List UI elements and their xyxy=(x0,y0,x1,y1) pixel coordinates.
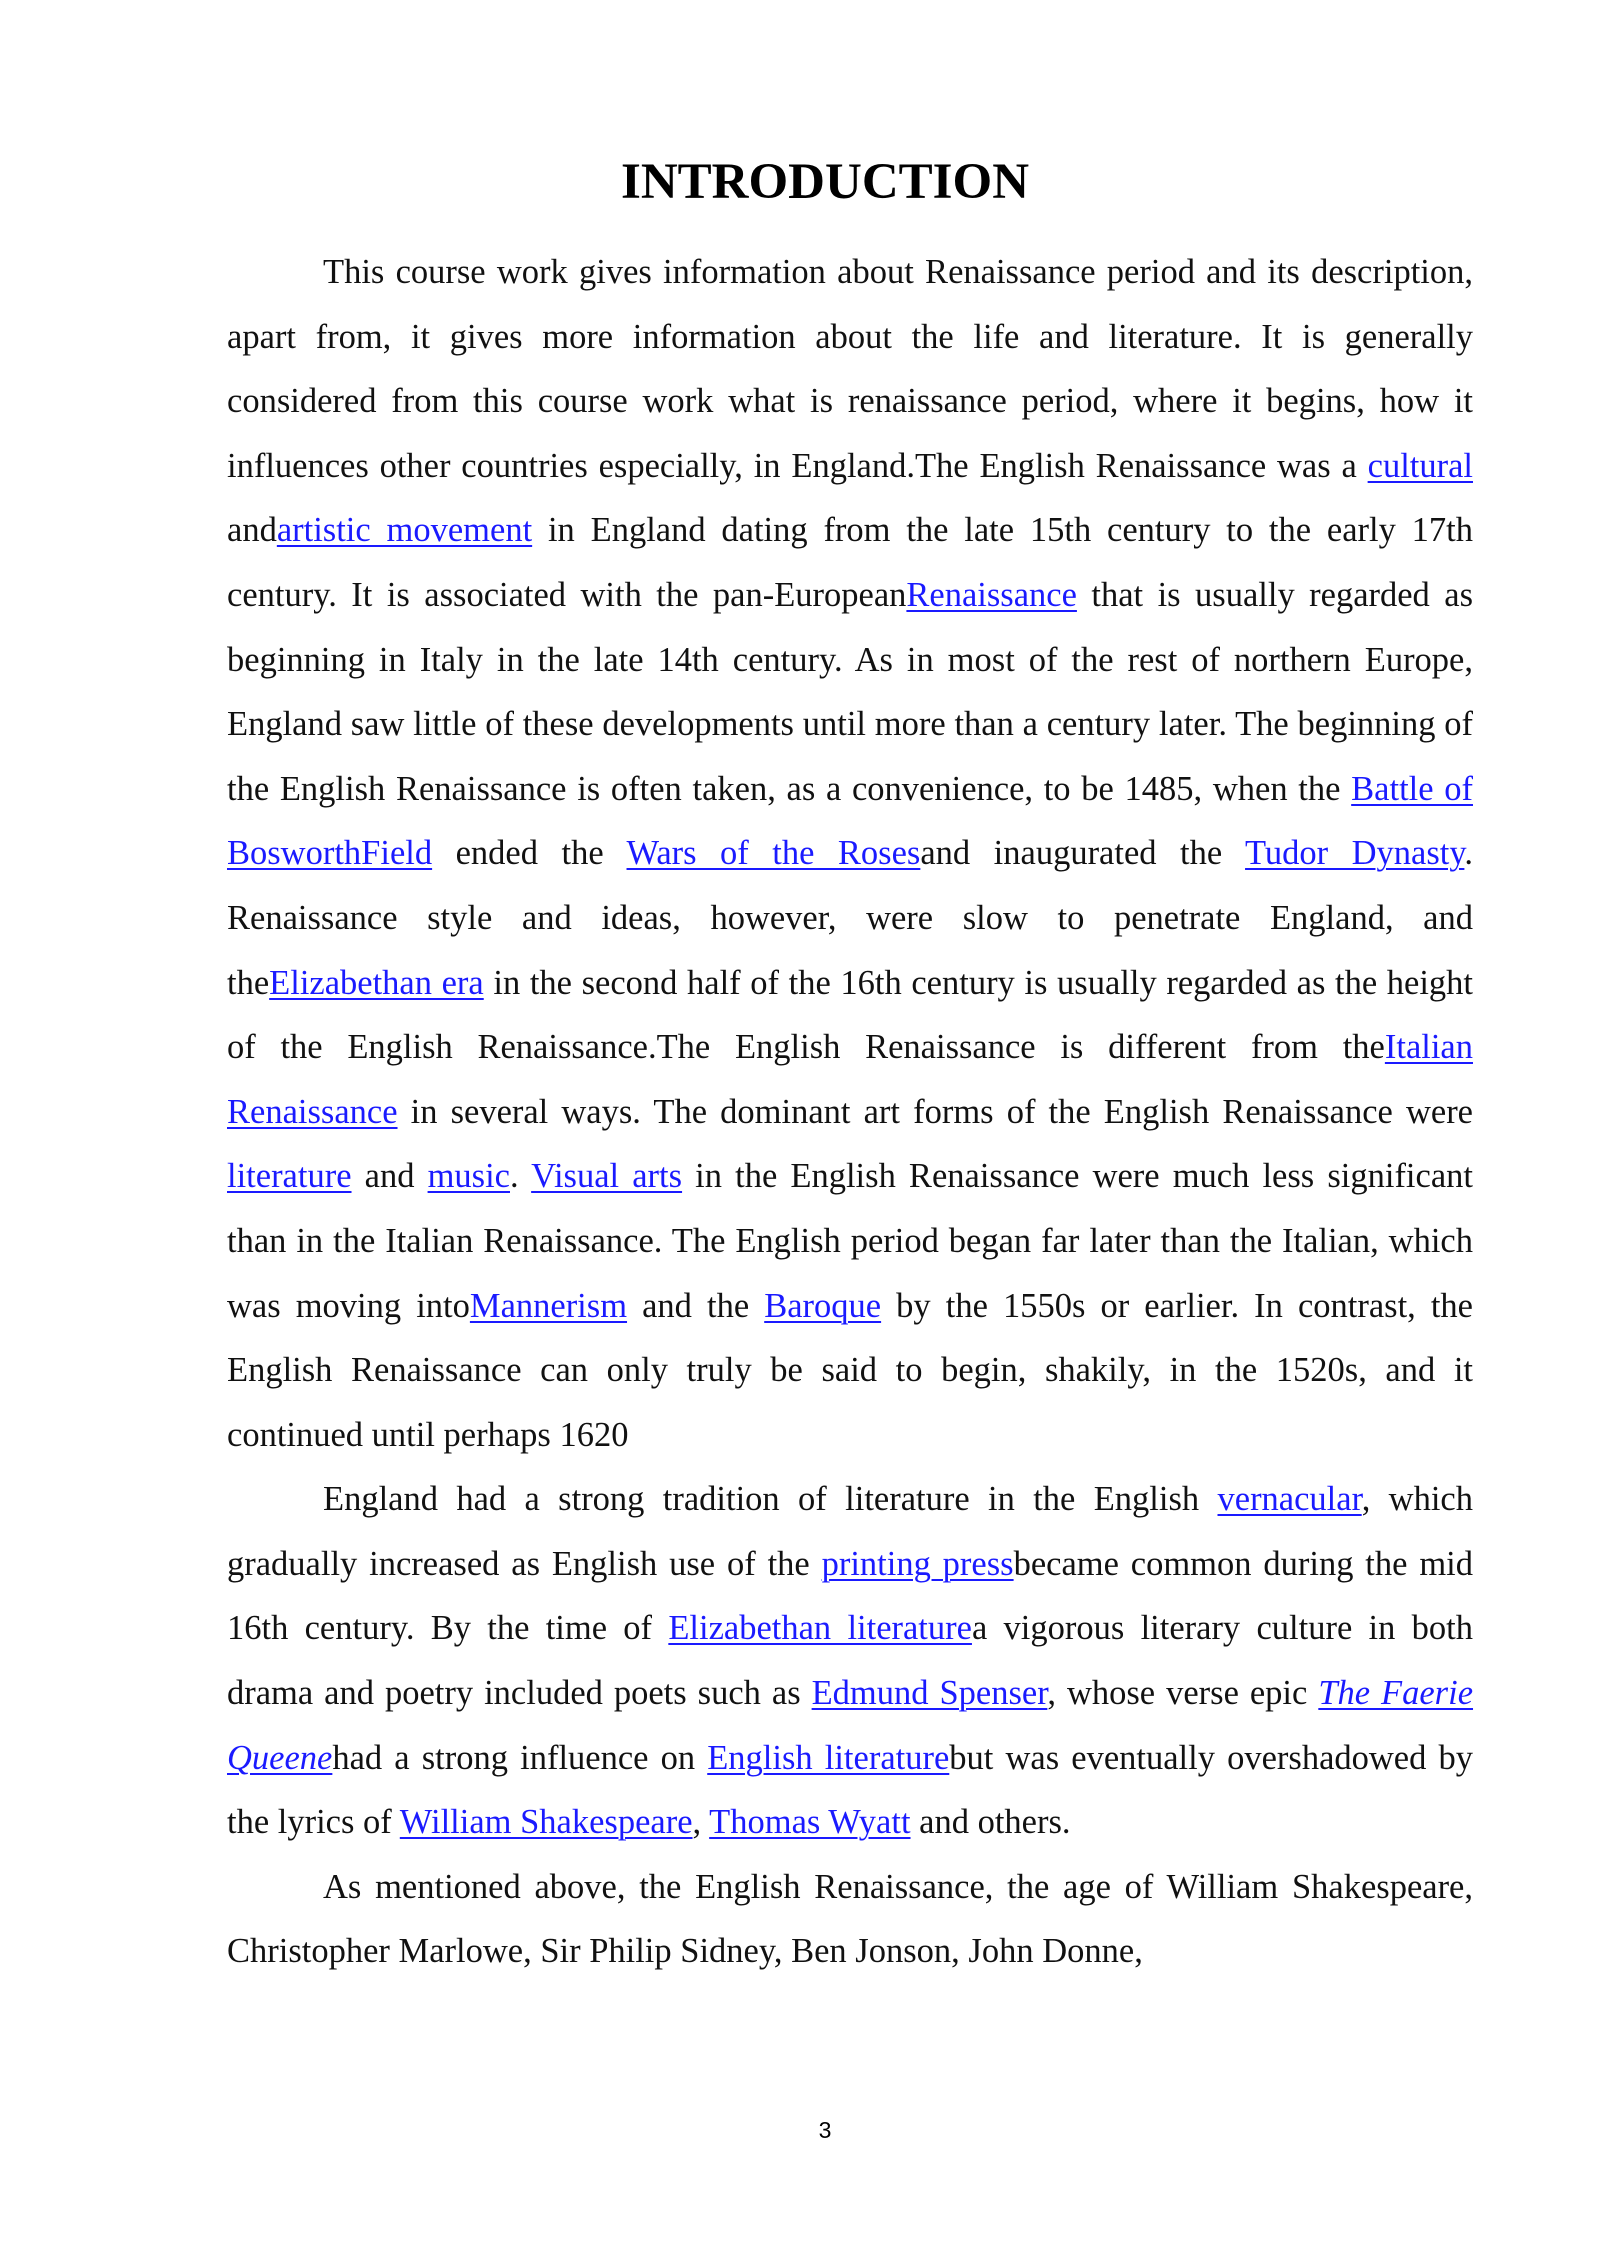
text-run: . Renaissance style and ideas, however, were slow to penetrate England, and the xyxy=(227,834,1474,1002)
hyperlink[interactable]: Mannerism xyxy=(469,1286,628,1325)
text-run: ended the xyxy=(432,834,627,873)
text-run: , xyxy=(692,1803,710,1842)
text-run: a vigorous literary culture in both drama and poetry included poets such as xyxy=(227,1609,1473,1713)
text-run: , which gradually increased as English use of the xyxy=(227,1480,1473,1583)
hyperlink[interactable]: Edmund Spenser xyxy=(811,1674,1048,1713)
paragraph xyxy=(227,240,1473,1467)
text-run: and others. xyxy=(910,1803,1071,1842)
text-run: and xyxy=(227,511,277,550)
hyperlink[interactable]: Battle of BosworthField xyxy=(227,769,1473,873)
hyperlink[interactable]: Tudor Dynasty xyxy=(1245,834,1465,873)
hyperlink[interactable]: cultural xyxy=(1367,446,1473,485)
text-run: in England dating from the late 15th century to the early 17th century. It is associated with the pan-European xyxy=(227,511,1473,614)
hyperlink[interactable]: Italian Renaissance xyxy=(227,1028,1473,1131)
text-run: that is usually regarded as beginning in Italy in the late 14th century. As in most of the rest of northern Europe, England saw little of these developments until more than a century later. The beginning of the English Renaissance is often taken, as a convenience, to be 1485, when the xyxy=(227,575,1474,808)
text-run: As mentioned above, the English Renaissance, the age of William Shakespeare, Christopher Marlowe, Sir Philip Sidney, Ben Jonson, John Donne, xyxy=(227,1867,1473,1971)
hyperlink[interactable]: literature xyxy=(227,1157,352,1196)
text-run: . xyxy=(510,1157,532,1196)
hyperlink[interactable]: artistic movement xyxy=(276,511,533,550)
hyperlink[interactable]: Renaissance xyxy=(906,575,1077,614)
hyperlink[interactable]: music xyxy=(427,1157,510,1196)
text-run: but was eventually overshadowed by the lyrics of xyxy=(227,1738,1473,1842)
text-run: by the 1550s or earlier. In contrast, the English Renaissance can only truly be said to begin, shakily, in the 1520s, and it continued until perhaps 1620 xyxy=(227,1286,1473,1454)
paragraph xyxy=(227,1467,1473,1855)
body-text xyxy=(227,240,1473,1984)
hyperlink[interactable]: Visual arts xyxy=(531,1157,683,1196)
hyperlink[interactable]: Baroque xyxy=(764,1286,882,1325)
hyperlink[interactable]: Wars of the Roses xyxy=(626,834,921,873)
text-run: had a strong influence on xyxy=(332,1738,708,1777)
text-run: and xyxy=(351,1157,428,1196)
page-number: 3 xyxy=(818,2117,832,2143)
hyperlink[interactable]: The Faerie Queene xyxy=(227,1674,1474,1777)
hyperlink[interactable]: William Shakespeare xyxy=(399,1803,693,1842)
hyperlink[interactable]: printing press xyxy=(821,1544,1014,1583)
text-run: This course work gives information about Renaissance period and its description, apart from, it gives more information about the life and literature. It is generally considered from this course work what is renaissance period, where it begins, how it influences other countries especially, in England.The English Renaissance was a xyxy=(227,253,1473,485)
text-run: and the xyxy=(627,1286,765,1325)
text-run: in the English Renaissance were much less significant than in the Italian Renaissance. The English period began far later than the Italian, which was moving into xyxy=(227,1157,1473,1325)
hyperlink[interactable]: Thomas Wyatt xyxy=(709,1803,911,1842)
hyperlink[interactable]: vernacular xyxy=(1217,1480,1362,1519)
page-title: INTRODUCTION xyxy=(620,154,1030,210)
text-run: became common during the mid 16th century. By the time of xyxy=(227,1544,1473,1648)
text-run: in several ways. The dominant art forms of the English Renaissance were xyxy=(397,1092,1473,1131)
paragraph xyxy=(227,1855,1473,1984)
hyperlink[interactable]: English literature xyxy=(707,1738,950,1777)
hyperlink[interactable]: Elizabethan literature xyxy=(668,1609,972,1648)
text-run: England had a strong tradition of literature in the English xyxy=(323,1480,1218,1519)
hyperlink[interactable]: Elizabethan era xyxy=(269,963,484,1002)
text-run: , whose verse epic xyxy=(1047,1674,1319,1713)
text-run: and inaugurated the xyxy=(920,834,1246,873)
text-run: in the second half of the 16th century is usually regarded as the height of the English Renaissance.The English Renaissance is different from the xyxy=(227,963,1473,1067)
